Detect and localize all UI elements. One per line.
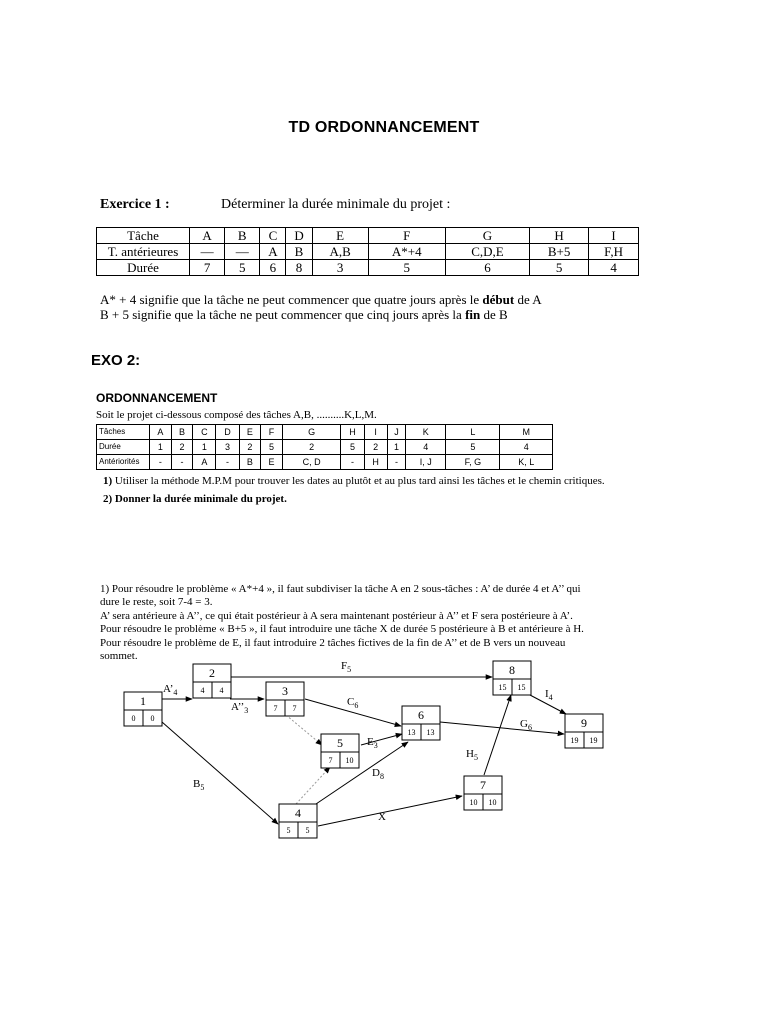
node-5 — [321, 734, 359, 768]
edge-dummy-3-5 — [286, 715, 322, 745]
table-cell: Durée — [97, 260, 190, 276]
solution-line: Pour résoudre le problème de E, il faut introduire 2 tâches fictives de la fin de A’’ et de B vers un nouveau — [100, 636, 566, 649]
table-cell: 5 — [261, 440, 283, 455]
table-cell: J — [387, 425, 406, 440]
table-cell: 6 — [445, 260, 529, 276]
table-cell: 2 — [239, 440, 261, 455]
table-cell: E — [239, 425, 261, 440]
node-late-date: 13 — [426, 728, 435, 737]
table-cell: - — [216, 455, 239, 470]
node-late-date: 7 — [292, 704, 297, 713]
table-cell: 5 — [368, 260, 445, 276]
table-cell: 4 — [500, 440, 553, 455]
edge-label-g: $G_6$ — [520, 718, 532, 732]
note-bold: fin — [465, 307, 481, 322]
edge-x — [318, 796, 462, 826]
table-cell: H — [530, 228, 589, 244]
table-cell: 3 — [312, 260, 368, 276]
edge-label-e: $E_3$ — [367, 736, 378, 750]
node-1 — [124, 692, 162, 726]
node-late-date: 15 — [517, 683, 526, 692]
node-2 — [193, 664, 231, 698]
table-cell: F,H — [589, 244, 639, 260]
note-text: de B — [480, 307, 508, 322]
table-cell: A — [190, 228, 225, 244]
exercise-2-heading: ORDONNANCEMENT — [96, 391, 218, 405]
table-cell: D — [286, 228, 312, 244]
table-cell: 5 — [530, 260, 589, 276]
table-cell: B+5 — [530, 244, 589, 260]
exercise-1-instruction: Déterminer la durée minimale du projet : — [221, 197, 451, 212]
node-late-date: 10 — [345, 756, 354, 765]
node-8 — [493, 661, 531, 695]
node-9 — [565, 714, 603, 748]
table-cell: Durée — [97, 440, 150, 455]
table-cell: A — [193, 455, 216, 470]
table-cell: - — [387, 455, 406, 470]
table-cell: K — [406, 425, 446, 440]
table-cell: M — [500, 425, 553, 440]
note-text: A* + 4 signifie que la tâche ne peut commencer que quatre jours après le — [100, 292, 483, 307]
table-cell: — — [225, 244, 260, 260]
table-cell: 8 — [286, 260, 312, 276]
node-early-date: 15 — [498, 683, 507, 692]
table-cell: B — [225, 228, 260, 244]
page-title: TD ORDONNANCEMENT — [288, 119, 480, 136]
table-cell: 1 — [193, 440, 216, 455]
solution-line: 1) Pour résoudre le problème « A*+4 », il faut subdiviser la tâche A en 2 sous-tâches : A’ de durée 4 et A’’ qui — [100, 583, 581, 595]
node-early-date: 0 — [131, 714, 136, 723]
edge-label-d: $D_8$ — [372, 767, 384, 781]
node-id: 8 — [509, 663, 515, 677]
table-cell: C,D,E — [445, 244, 529, 260]
table-cell: 5 — [341, 440, 364, 455]
node-late-date: 5 — [305, 826, 310, 835]
edge-g — [440, 722, 564, 734]
note-bold: début — [482, 292, 515, 307]
table-cell: 4 — [406, 440, 446, 455]
table-cell: F — [368, 228, 445, 244]
table-cell: 2 — [171, 440, 193, 455]
node-early-date: 10 — [469, 798, 478, 807]
table-cell: - — [171, 455, 193, 470]
table-cell: L — [446, 425, 500, 440]
node-early-date: 7 — [328, 756, 333, 765]
node-late-date: 0 — [150, 714, 155, 723]
table-cell: A,B — [312, 244, 368, 260]
table-cell: Antériorités — [97, 455, 150, 470]
node-late-date: 4 — [219, 686, 224, 695]
node-late-date: 10 — [488, 798, 497, 807]
node-id: 2 — [209, 666, 215, 680]
edge-b — [162, 722, 278, 824]
edge-label-a1: $A’_4$ — [163, 683, 178, 697]
node-id: 7 — [480, 778, 486, 792]
table-cell: G — [445, 228, 529, 244]
table-cell: - — [150, 455, 172, 470]
table-cell: F, G — [446, 455, 500, 470]
question-text: Donner la durée minimale du projet. — [112, 493, 287, 505]
edge-label-f: $F_5$ — [341, 660, 352, 674]
table-cell: A*+4 — [368, 244, 445, 260]
edge-label-b: $B_5$ — [193, 778, 205, 792]
edge-label-i: $I_4$ — [545, 688, 553, 702]
edge-label-h: $H_5$ — [466, 748, 478, 762]
table-cell: B — [239, 455, 261, 470]
node-id: 6 — [418, 708, 424, 722]
node-early-date: 19 — [570, 736, 579, 745]
solution-line: dure le reste, soit 7-4 = 3. — [100, 596, 213, 609]
table-cell: T. antérieures — [97, 244, 190, 260]
question-text: Utiliser la méthode M.P.M pour trouver les dates au plutôt et au plus tard ainsi les tâches et le chemin critiques. — [112, 475, 605, 487]
table-cell: C — [193, 425, 216, 440]
node-id: 9 — [581, 716, 587, 730]
table-cell: I — [364, 425, 387, 440]
node-id: 5 — [337, 736, 343, 750]
table-cell: 1 — [150, 440, 172, 455]
solution-line: sommet. — [100, 650, 138, 663]
node-early-date: 7 — [273, 704, 278, 713]
table-cell: Tâche — [97, 228, 190, 244]
edge-label-a2: $A’’_3$ — [231, 701, 249, 715]
table-cell: 7 — [190, 260, 225, 276]
table-cell: 2 — [282, 440, 341, 455]
table-cell: Tâches — [97, 425, 150, 440]
solution-line: A’ sera antérieure à A’’, ce qui était postérieur à A sera maintenant postérieur à A’’ et F sera postérieure à A’. — [100, 609, 573, 622]
table-cell: E — [261, 455, 283, 470]
table-cell: A — [260, 244, 286, 260]
node-6 — [402, 706, 440, 740]
edge-h — [484, 695, 511, 775]
node-id: 3 — [282, 684, 288, 698]
table-cell: 3 — [216, 440, 239, 455]
table-cell: 6 — [260, 260, 286, 276]
exercise-1-label: Exercice 1 : — [100, 197, 170, 212]
edge-label-c: $C_6$ — [347, 696, 359, 710]
node-id: 1 — [140, 694, 146, 708]
node-early-date: 5 — [286, 826, 291, 835]
table-cell: 4 — [589, 260, 639, 276]
table-cell: 5 — [446, 440, 500, 455]
table-cell: E — [312, 228, 368, 244]
node-id: 4 — [295, 806, 301, 820]
node-3 — [266, 682, 304, 716]
exercise-2-label: EXO 2: — [91, 352, 141, 369]
note-text: de A — [514, 292, 542, 307]
table-cell: A — [150, 425, 172, 440]
table-cell: F — [261, 425, 283, 440]
table-cell: D — [216, 425, 239, 440]
edge-label-x: X — [378, 811, 386, 823]
table-cell: - — [341, 455, 364, 470]
table-cell: 5 — [225, 260, 260, 276]
node-early-date: 4 — [200, 686, 205, 695]
table-cell: B — [286, 244, 312, 260]
table-cell: 2 — [364, 440, 387, 455]
table-cell: 1 — [387, 440, 406, 455]
table-cell: G — [282, 425, 341, 440]
question-number: 1) — [103, 475, 113, 487]
table-cell: C — [260, 228, 286, 244]
node-7 — [464, 776, 502, 810]
exercise-2-intro: Soit le projet ci-dessous composé des tâches A,B, ..........K,L,M. — [96, 409, 377, 421]
table-cell: H — [341, 425, 364, 440]
table-cell: K, L — [500, 455, 553, 470]
question-number: 2) — [103, 493, 113, 505]
table-cell: I — [589, 228, 639, 244]
table-cell: H — [364, 455, 387, 470]
table-cell: — — [190, 244, 225, 260]
table-cell: I, J — [406, 455, 446, 470]
table-cell: B — [171, 425, 193, 440]
node-early-date: 13 — [407, 728, 416, 737]
node-late-date: 19 — [589, 736, 598, 745]
solution-line: Pour résoudre le problème « B+5 », il faut introduire une tâche X de durée 5 postérieure à B et antérieure à H. — [100, 623, 584, 636]
table-cell: C, D — [282, 455, 341, 470]
note-text: B + 5 signifie que la tâche ne peut commencer que cinq jours après la — [100, 307, 466, 322]
node-4 — [279, 804, 317, 838]
